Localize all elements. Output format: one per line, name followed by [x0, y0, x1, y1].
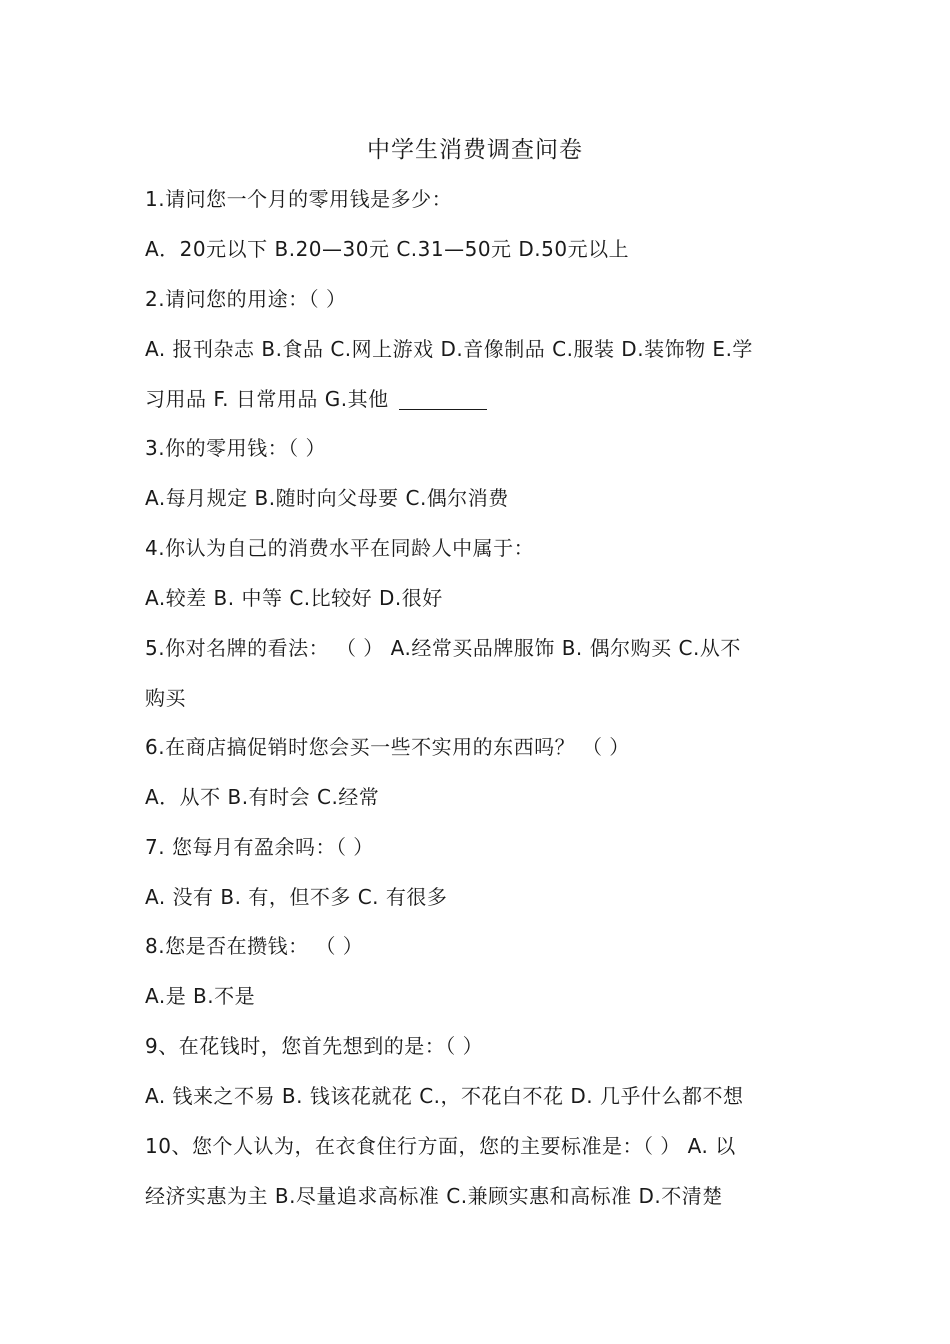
page-title: 中学生消费调查问卷: [367, 137, 583, 163]
question-10: 10、您个人认为，在衣食住行方面，您的主要标准是：（ ） A. 以: [145, 1134, 736, 1158]
question-1-options: A．20元以下 B.20—30元 C.31—50元 D.50元以上: [145, 237, 630, 261]
question-6: 6.在商店搞促销时您会买一些不实用的东西吗？ （ ）: [145, 735, 630, 759]
question-8: 8.您是否在攒钱： （ ）: [145, 934, 364, 958]
question-2: 2.请问您的用途：（ ）: [145, 287, 347, 311]
question-7: 7. 您每月有盈余吗：（ ）: [145, 835, 374, 859]
question-5-continued: 购买: [145, 686, 186, 710]
question-4-options: A.较差 B. 中等 C.比较好 D.很好: [145, 586, 443, 610]
question-3-options: A.每月规定 B.随时向父母要 C.偶尔消费: [145, 486, 509, 510]
question-9: 9、在花钱时，您首先想到的是：（ ）: [145, 1034, 484, 1058]
question-7-options: A. 没有 B. 有，但不多 C. 有很多: [145, 885, 448, 909]
question-8-options: A.是 B.不是: [145, 984, 256, 1008]
question-10-options: 经济实惠为主 B.尽量追求高标准 C.兼顾实惠和高标准 D.不清楚: [145, 1184, 723, 1208]
question-5: 5.你对名牌的看法： （ ） A.经常买品牌服饰 B. 偶尔购买 C.从不: [145, 636, 741, 660]
question-2-options-text: 习用品 F. 日常用品 G.其他: [145, 387, 389, 411]
question-4: 4.你认为自己的消费水平在同龄人中属于：: [145, 536, 535, 560]
question-2-options-continued: [145, 384, 825, 414]
question-3: 3.你的零用钱：（ ）: [145, 436, 326, 460]
question-2-options: A. 报刊杂志 B.食品 C.网上游戏 D.音像制品 C.服装 D.装饰物 E.学: [145, 337, 753, 361]
question-9-options: A. 钱来之不易 B. 钱该花就花 C.，不花白不花 D. 几乎什么都不想: [145, 1084, 744, 1108]
fill-in-blank: [399, 387, 487, 410]
question-6-options: A．从不 B.有时会 C.经常: [145, 785, 380, 809]
question-1: 1.请问您一个月的零用钱是多少：: [145, 187, 453, 211]
